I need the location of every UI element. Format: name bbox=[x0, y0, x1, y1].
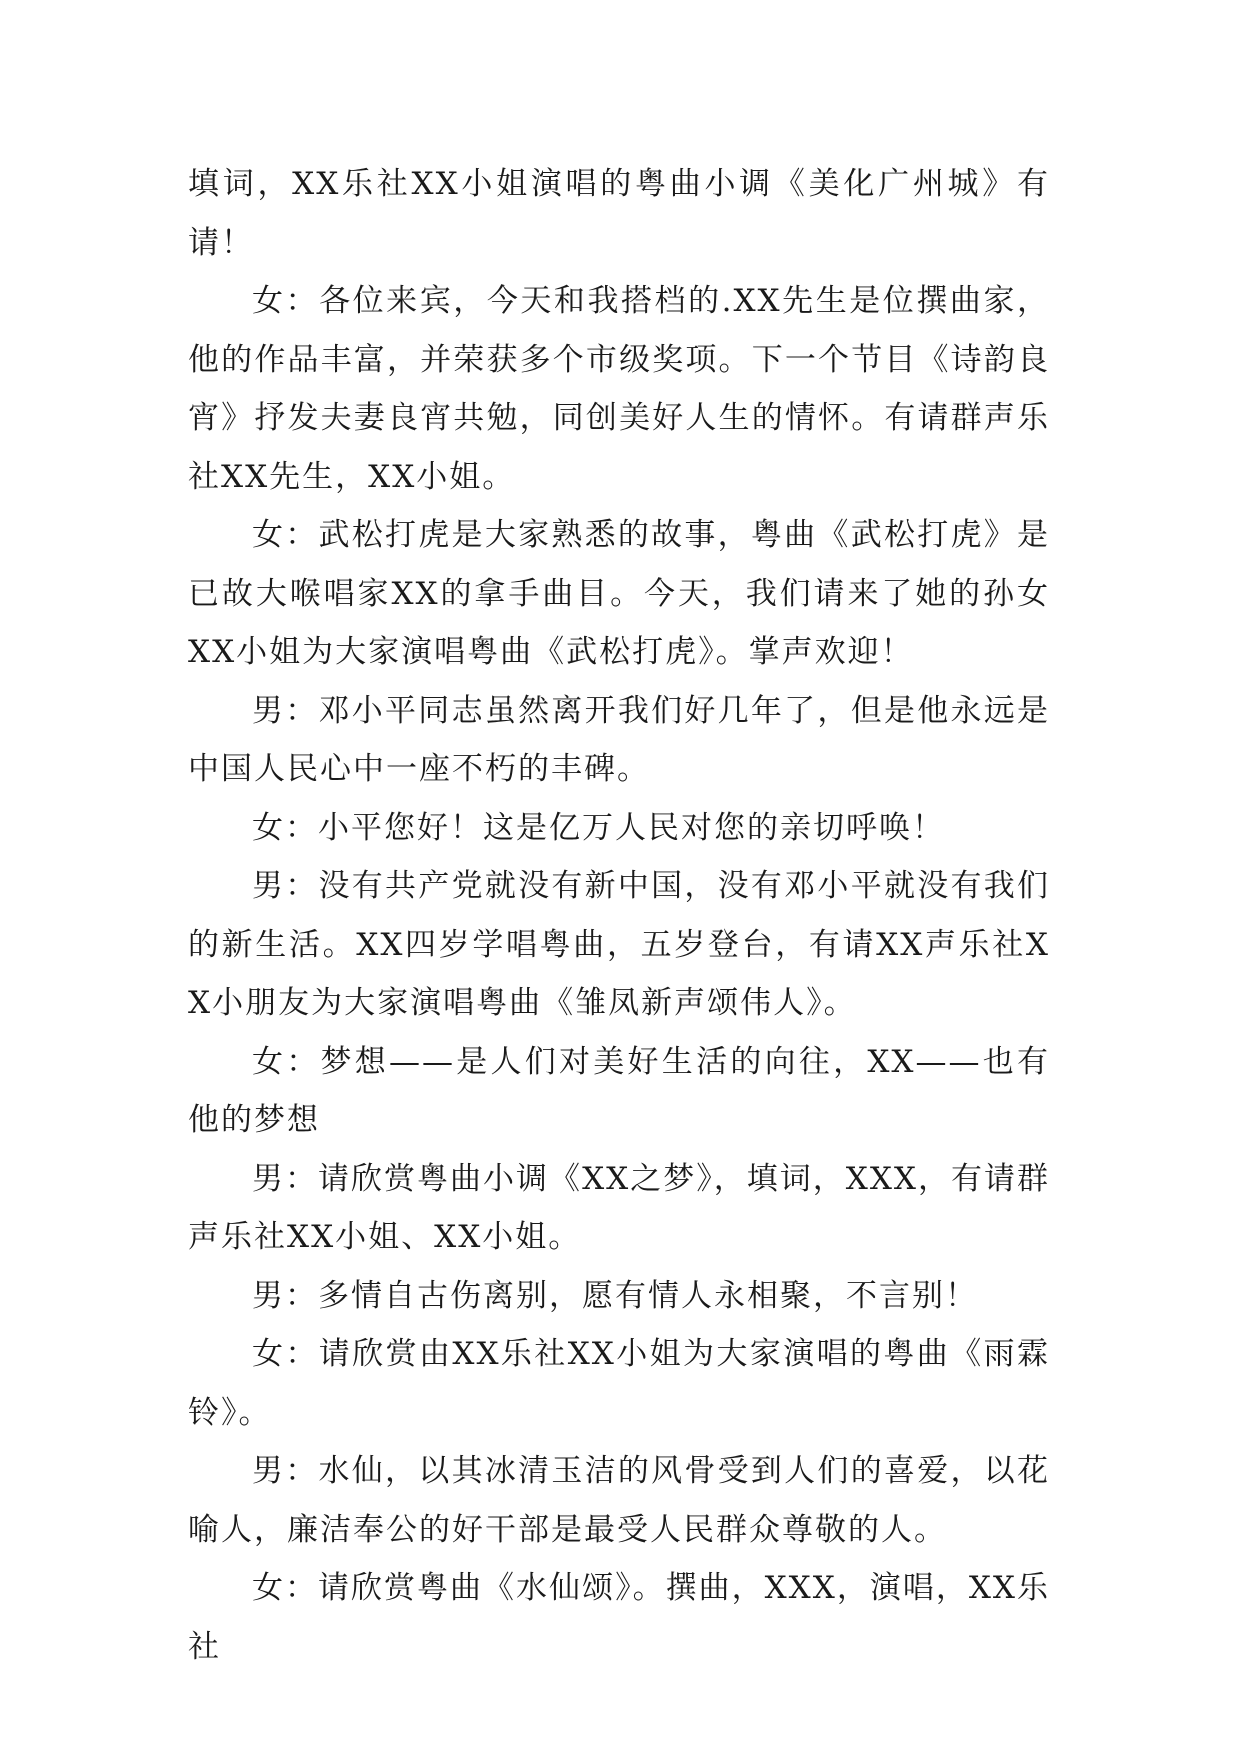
paragraph: 女：梦想——是人们对美好生活的向往，XX——也有他的梦想 bbox=[188, 1043, 1050, 1138]
paragraph: 男：请欣赏粤曲小调《XX之梦》，填词，XXX，有请群声乐社XX小姐、XX小姐。 bbox=[188, 1160, 1050, 1255]
document-body bbox=[188, 155, 1050, 1676]
paragraph: 男：邓小平同志虽然离开我们好几年了，但是他永远是中国人民心中一座不朽的丰碑。 bbox=[188, 692, 1050, 787]
paragraph: 女：小平您好！这是亿万人民对您的亲切呼唤！ bbox=[252, 809, 945, 846]
paragraph: 男：没有共产党就没有新中国，没有邓小平就没有我们的新生活。XX四岁学唱粤曲，五岁登台，有请XX声乐社XX小朋友为大家演唱粤曲《雏凤新声颂伟人》。 bbox=[188, 868, 1050, 1021]
paragraph: 男：水仙，以其冰清玉洁的风骨受到人们的喜爱，以花喻人，廉洁奉公的好干部是最受人民群众尊敬的人。 bbox=[188, 1453, 1050, 1548]
paragraph: 男：多情自古伤离别，愿有情人永相聚，不言别！ bbox=[252, 1277, 978, 1314]
paragraph: 女：武松打虎是大家熟悉的故事，粤曲《武松打虎》是已故大喉唱家XX的拿手曲目。今天，我们请来了她的孙女XX小姐为大家演唱粤曲《武松打虎》。掌声欢迎！ bbox=[188, 517, 1050, 670]
paragraph: 女：请欣赏粤曲《水仙颂》。撰曲，XXX，演唱，XX乐社 bbox=[188, 1570, 1050, 1665]
paragraph: 女：各位来宾，今天和我搭档的.XX先生是位撰曲家，他的作品丰富，并荣获多个市级奖项。下一个节目《诗韵良宵》抒发夫妻良宵共勉，同创美好人生的情怀。有请群声乐社XX先生，XX小姐。 bbox=[188, 283, 1050, 495]
paragraph: 填词，XX乐社XX小姐演唱的粤曲小调《美化广州城》有请！ bbox=[188, 166, 1050, 261]
paragraph: 女：请欣赏由XX乐社XX小姐为大家演唱的粤曲《雨霖铃》。 bbox=[188, 1336, 1050, 1431]
